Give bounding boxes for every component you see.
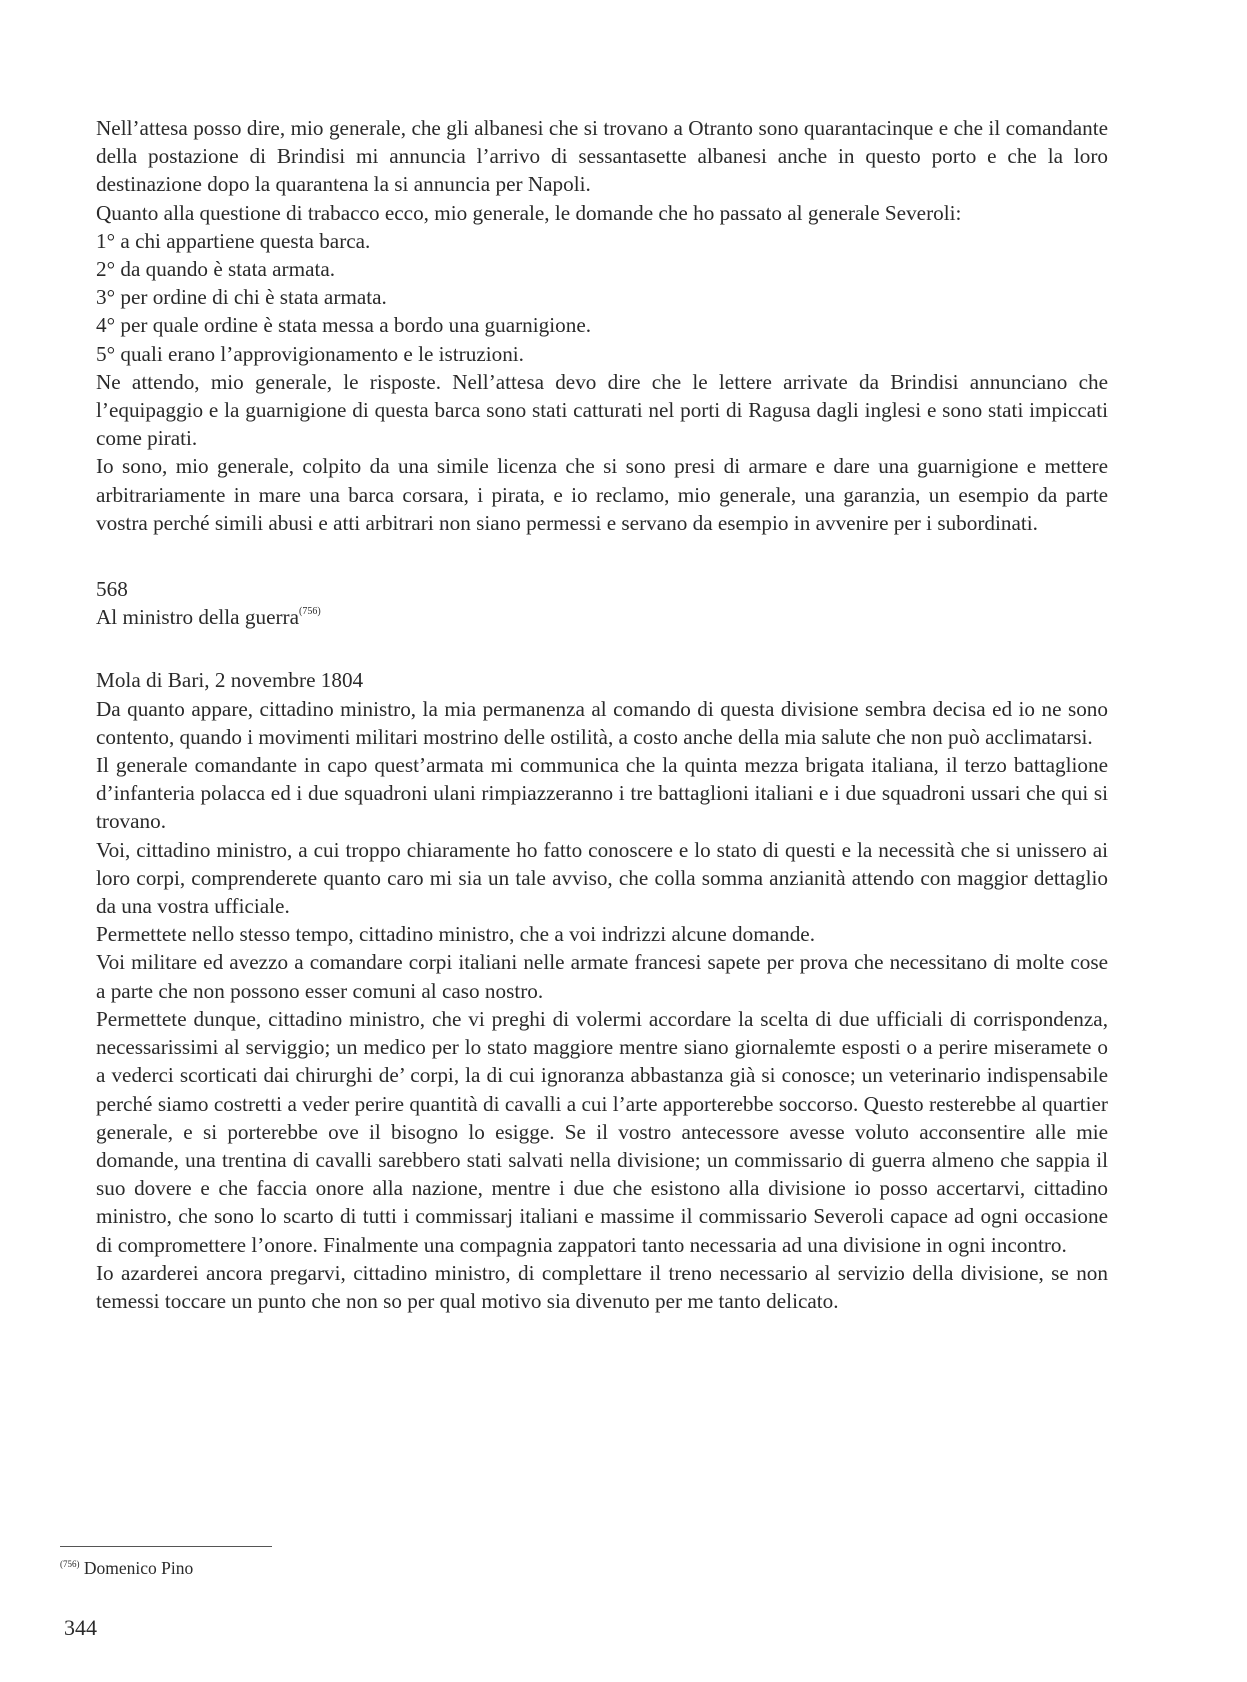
- paragraph: Quanto alla questione di trabacco ecco, mio generale, le domande che ho passato al generale Severoli:: [96, 200, 962, 225]
- list-item: 3° per ordine di chi è stata armata.: [96, 285, 387, 310]
- paragraph: Voi, cittadino ministro, a cui troppo chiaramente ho fatto conoscere e lo stato di questi e la necessità che si unissero ai loro corpi, comprenderete quanto caro mi sia un tale avviso, che colla somma anzianità attendo con maggior dettaglio da una vostra ufficiale.: [96, 837, 1108, 919]
- paragraph: Permettete nello stesso tempo, cittadino ministro, che a voi indrizzi alcune domande.: [96, 922, 815, 947]
- paragraph: Io sono, mio generale, colpito da una simile licenza che si sono presi di armare e dare una guarnigione e mettere arbitrariamente in mare una barca corsara, i pirata, e io reclamo, mio generale, una garanzia, un esempio da parte vostra perché simili abusi e atti arbitrari non siano permessi e servano da esempio in avvenire per i subordinati.: [96, 454, 1108, 535]
- paragraph: Io azarderei ancora pregarvi, cittadino ministro, di complettare il treno necessario al servizio della divisione, se non temessi toccare un punto che non so per qual motivo sia divenuto per me tanto delicato.: [96, 1260, 1108, 1313]
- footnote: [60, 1557, 193, 1579]
- footnote-marker: (756): [60, 1559, 80, 1569]
- footnote-divider: [60, 1546, 272, 1547]
- paragraph: Da quanto appare, cittadino ministro, la mia permanenza al comando di questa divisione sembra decisa ed io ne sono contento, quando i movimenti militari mostrino delle ostilità, a costo anche della mia salute che non può acclimatarsi.: [96, 696, 1108, 749]
- letter-recipient: [96, 603, 1108, 631]
- paragraph: Il generale comandante in capo quest’armata mi communica che la quinta mezza brigata italiana, il terzo battaglione d’infanteria polacca ed i due squadroni ulani rimpiazzeranno i tre battaglioni italiani e i due squadroni ussari che qui si trovano.: [96, 753, 1108, 834]
- letter-place-date: Mola di Bari, 2 novembre 1804: [96, 668, 364, 693]
- footnote-reference: (756): [299, 606, 321, 618]
- paragraph: Voi militare ed avezzo a comandare corpi italiani nelle armate francesi sapete per prova che necessitano di molte cose a parte che non possono esser comuni al caso nostro.: [96, 950, 1108, 1003]
- list-item: 2° da quando è stata armata.: [96, 257, 336, 282]
- list-item: 1° a chi appartiene questa barca.: [96, 228, 371, 253]
- paragraph: Nell’attesa posso dire, mio generale, che gli albanesi che si trovano a Otranto sono quarantacinque e che il comandante della postazione di Brindisi mi annuncia l’arrivo di sessantasette albanesi anche in questo porto e che la loro destinazione dopo la quarantena la si annuncia per Napoli.: [96, 116, 1108, 197]
- letter-number: 568: [96, 577, 128, 602]
- list-item: 5° quali erano l’approvigionamento e le istruzioni.: [96, 341, 524, 366]
- page-number: 344: [64, 1615, 97, 1640]
- footnote-text: Domenico Pino: [83, 1558, 194, 1578]
- paragraph: Permettete dunque, cittadino ministro, che vi preghi di volermi accordare la scelta di due ufficiali di corrispondenza, necessarissimi al serviggio; un medico per lo stato maggiore mentre siano giornalemte esposti o a perire miseramete o a vederci scorticati dai chirurghi de’ corpi, la di cui ignoranza abbastanza già si conosce; un veterinario indispensabile perché siamo costretti a veder perire quantità di cavalli a cui l’arte apporterebbe soccorso. Questo resterebbe al quartier generale, e si porterebbe ove il bisogno lo esigge. Se il vostro antecessore avesse voluto acconsentire alle mie domande, una trentina di cavalli sarebbero stati salvati nella divisione; un commissario di guerra almeno che sappia il suo dovere e che faccia onore alla nazione, mentre i due che esistono alla divisione io posso accertarvi, cittadino ministro, che sono lo scarto di tutti i commissarj italiani e massime il commissario Severoli capace ad ogni occasione di compromettere l’onore. Finalmente una compagnia zappatori tanto necessaria ad una divisione in ogni incontro.: [96, 1006, 1108, 1257]
- list-item: 4° per quale ordine è stata messa a bordo una guarnigione.: [96, 313, 592, 338]
- page-body: [96, 114, 1108, 1315]
- paragraph: Ne attendo, mio generale, le risposte. Nell’attesa devo dire che le lettere arrivate da Brindisi annunciano che l’equipaggio e la guarnigione di questa barca sono stati catturati nel porti di Ragusa dagli inglesi e sono stati impiccati come pirati.: [96, 369, 1108, 451]
- recipient-text: Al ministro della guerra: [96, 605, 299, 630]
